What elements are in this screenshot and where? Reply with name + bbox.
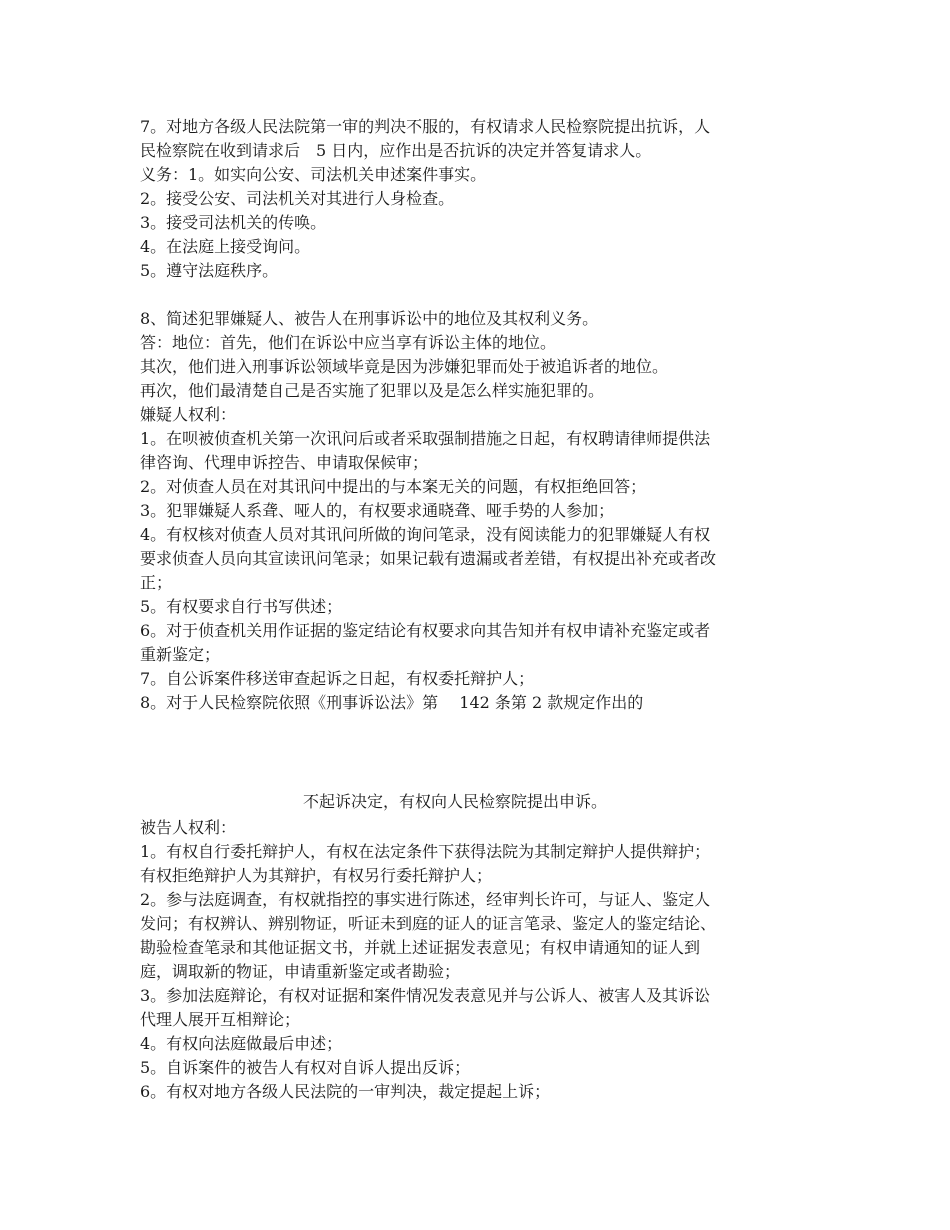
question-heading: 8、简述犯罪嫌疑人、被告人在刑事诉讼中的地位及其权利义务。 (140, 309, 599, 328)
text-line: 义务：1。如实向公安、司法机关申述案件事实。 (140, 165, 487, 184)
text-line: 4。在法庭上接受询问。 (140, 237, 311, 256)
text-line: 1。在呗被侦查机关第一次讯问后或者采取强制措施之日起，有权聘请律师提供法 (140, 429, 711, 448)
text-line: 答：地位：首先，他们在诉讼中应当享有诉讼主体的地位。 (140, 333, 557, 352)
centered-continuation (140, 790, 770, 814)
section-suspect-status-and-rights (140, 307, 770, 715)
text-line: 再次，他们最清楚自己是否实施了犯罪以及是怎么样实施犯罪的。 (140, 381, 605, 400)
text-line: 5。遵守法庭秩序。 (140, 261, 279, 280)
subheading-suspect-rights: 嫌疑人权利： (140, 405, 237, 424)
centered-text-line: 不起诉决定，有权向人民检察院提出申诉。 (302, 792, 607, 811)
text-line: 4。有权向法庭做最后申述； (140, 1034, 343, 1053)
text-line: 2。参与法庭调查，有权就指控的事实进行陈述，经审判长许可，与证人、鉴定人 (140, 890, 711, 909)
text-line: 8。对于人民检察院依照《刑事诉讼法》第 142 条第 2 款规定作出的 (140, 693, 644, 712)
text-line: 2。接受公安、司法机关对其进行人身检查。 (140, 189, 455, 208)
text-line: 7。对地方各级人民法院第一审的判决不服的，有权请求人民检察院提出抗诉，人 (140, 117, 711, 136)
text-line: 民检察院在收到请求后 5 日内，应作出是否抗诉的决定并答复请求人。 (140, 141, 652, 160)
text-line: 3。接受司法机关的传唤。 (140, 213, 327, 232)
text-line: 代理人展开互相辩论； (140, 1010, 301, 1029)
section-appeal-and-duties (140, 115, 770, 283)
text-line: 3。犯罪嫌疑人系聋、哑人的，有权要求通晓聋、哑手势的人参加； (140, 501, 615, 520)
text-line: 勘验检查笔录和其他证据文书，并就上述证据发表意见；有权申请通知的证人到 (140, 938, 701, 957)
text-line: 4。有权核对侦查人员对其讯问所做的询问笔录，没有阅读能力的犯罪嫌疑人有权 (140, 525, 711, 544)
text-line: 正； (140, 573, 173, 592)
text-line: 5。自诉案件的被告人有权对自诉人提出反诉； (140, 1058, 471, 1077)
subheading-defendant-rights: 被告人权利： (140, 818, 237, 837)
text-line: 发问；有权辨认、辨别物证，听证未到庭的证人的证言笔录、鉴定人的鉴定结论、 (140, 914, 717, 933)
text-line: 2。对侦查人员在对其讯问中提出的与本案无关的问题，有权拒绝回答； (140, 477, 647, 496)
text-line: 3。参加法庭辩论，有权对证据和案件情况发表意见并与公诉人、被害人及其诉讼 (140, 986, 711, 1005)
text-line: 律咨询、代理申诉控告、申请取保候审； (140, 453, 429, 472)
text-line: 6。对于侦查机关用作证据的鉴定结论有权要求向其告知并有权申请补充鉴定或者 (140, 621, 711, 640)
text-line: 有权拒绝辩护人为其辩护，有权另行委托辩护人； (140, 866, 493, 885)
text-line: 6。有权对地方各级人民法院的一审判决，裁定提起上诉； (140, 1082, 551, 1101)
text-line: 重新鉴定； (140, 645, 221, 664)
text-line: 7。自公诉案件移送审查起诉之日起，有权委托辩护人； (140, 669, 535, 688)
text-line: 5。有权要求自行书写供述； (140, 597, 343, 616)
text-line: 庭，调取新的物证，申请重新鉴定或者勘验； (140, 962, 461, 981)
section-defendant-rights (140, 816, 770, 1104)
text-line: 1。有权自行委托辩护人，有权在法定条件下获得法院为其制定辩护人提供辩护； (140, 842, 711, 861)
text-line: 要求侦查人员向其宣读讯问笔录；如果记载有遗漏或者差错，有权提出补充或者改 (140, 549, 717, 568)
text-line: 其次，他们进入刑事诉讼领域毕竟是因为涉嫌犯罪而处于被追诉者的地位。 (140, 357, 669, 376)
